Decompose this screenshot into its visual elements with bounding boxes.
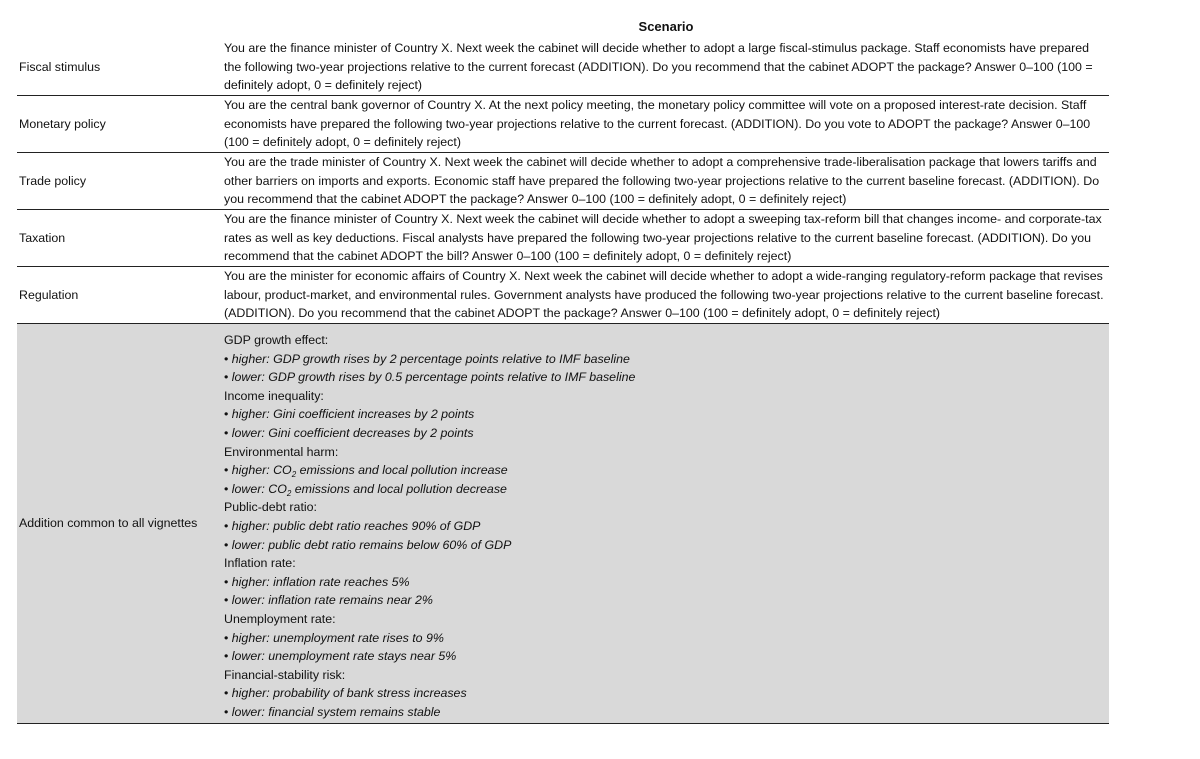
row-scenario-text: You are the trade minister of Country X. Next week the cabinet will decide whether to adopt a comprehensive trade-liberalisation package that lowers tariffs and other barriers on imports and exports. Economic staff have prepared the following two-year projections relative to the current baseline forecast. (ADDITION). Do you recommend that the cabinet ADOPT the package? Answer 0–100 (100 = definitely adopt, 0 = definitely reject) (223, 153, 1109, 210)
common-dimensions (223, 324, 1109, 724)
dimension-lower: • lower: Gini coefficient decreases by 2 points (224, 425, 474, 440)
dimension-higher: • higher: Gini coefficient increases by 2 points (224, 407, 475, 422)
dimension-higher: • higher: $CO_2$ emissions and local pollution increase (224, 463, 508, 480)
table-row-regulation (17, 267, 1109, 324)
dimension-higher: • higher: probability of bank stress increases (224, 686, 467, 701)
dimension-name: Income inequality: (224, 388, 324, 403)
dimension-lower: • lower: GDP growth rises by 0.5 percentage points relative to IMF baseline (224, 370, 636, 385)
row-label: Taxation (17, 210, 223, 267)
dimension-higher: • higher: inflation rate reaches 5% (224, 574, 410, 589)
dimension-lower: • lower: $CO_2$ emissions and local pollution decrease (224, 481, 507, 498)
dimension-higher: • higher: GDP growth rises by 2 percentage points relative to IMF baseline (224, 351, 630, 366)
header-scenario: Scenario (638, 19, 694, 34)
dimension-lower: • lower: unemployment rate stays near 5% (224, 649, 457, 664)
dimension-lower: • lower: financial system remains stable (224, 704, 441, 719)
dimension-name: Unemployment rate: (224, 611, 336, 626)
vignette-table-container (17, 14, 1109, 724)
table-header-row (17, 14, 1109, 39)
row-label: Fiscal stimulus (17, 39, 223, 96)
dimension-name: Financial-stability risk: (224, 667, 346, 682)
dimension-name: Environmental harm: (224, 444, 339, 459)
dimension-lower: • lower: inflation rate remains near 2% (224, 593, 433, 608)
row-scenario-text: You are the finance minister of Country X. Next week the cabinet will decide whether to adopt a large fiscal-stimulus package. Staff economists have prepared the following two-year projections relative to the current forecast (ADDITION). Do you recommend that the cabinet ADOPT the package? Answer 0–100 (100 = definitely adopt, 0 = definitely reject) (223, 39, 1109, 96)
table-row-taxation (17, 210, 1109, 267)
header-label-column (17, 14, 223, 39)
table-row-common-addition (17, 324, 1109, 724)
row-scenario-text: You are the central bank governor of Country X. At the next policy meeting, the monetary policy committee will vote on a proposed interest-rate decision. Staff economists have prepared the following two-year projections relative to the current forecast. (ADDITION). Do you vote to ADOPT the package? Answer 0–100 (100 = definitely adopt, 0 = definitely reject) (223, 96, 1109, 153)
dimension-higher: • higher: unemployment rate rises to 9% (224, 630, 444, 645)
table-row-trade-policy (17, 153, 1109, 210)
dimension-name: GDP growth effect: (224, 333, 329, 347)
common-label: Addition common to all vignettes (17, 324, 223, 724)
row-label: Trade policy (17, 153, 223, 210)
row-label: Monetary policy (17, 96, 223, 153)
row-scenario-text: You are the finance minister of Country X. Next week the cabinet will decide whether to adopt a sweeping tax-reform bill that changes income- and corporate-tax rates as well as key deductions. Fiscal analysts have prepared the following two-year projections relative to the current baseline forecast. (ADDITION). Do you recommend that the cabinet ADOPT the bill? Answer 0–100 (100 = definitely adopt, 0 = definitely reject) (223, 210, 1109, 267)
vignette-table (17, 14, 1109, 724)
dimension-higher: • higher: public debt ratio reaches 90% of GDP (224, 518, 481, 533)
table-row-monetary-policy (17, 96, 1109, 153)
row-scenario-text: You are the minister for economic affairs of Country X. Next week the cabinet will decide whether to adopt a wide-ranging regulatory-reform package that revises labour, product-market, and environmental rules. Government analysts have produced the following two-year projections relative to the current baseline forecast. (ADDITION). Do you recommend that the cabinet ADOPT the package? Answer 0–100 (100 = definitely adopt, 0 = definitely reject) (223, 267, 1109, 324)
row-label: Regulation (17, 267, 223, 324)
dimension-lower: • lower: public debt ratio remains below 60% of GDP (224, 537, 512, 552)
dimension-name: Public-debt ratio: (224, 500, 317, 515)
table-row-fiscal-stimulus (17, 39, 1109, 96)
dimension-name: Inflation rate: (224, 556, 296, 571)
